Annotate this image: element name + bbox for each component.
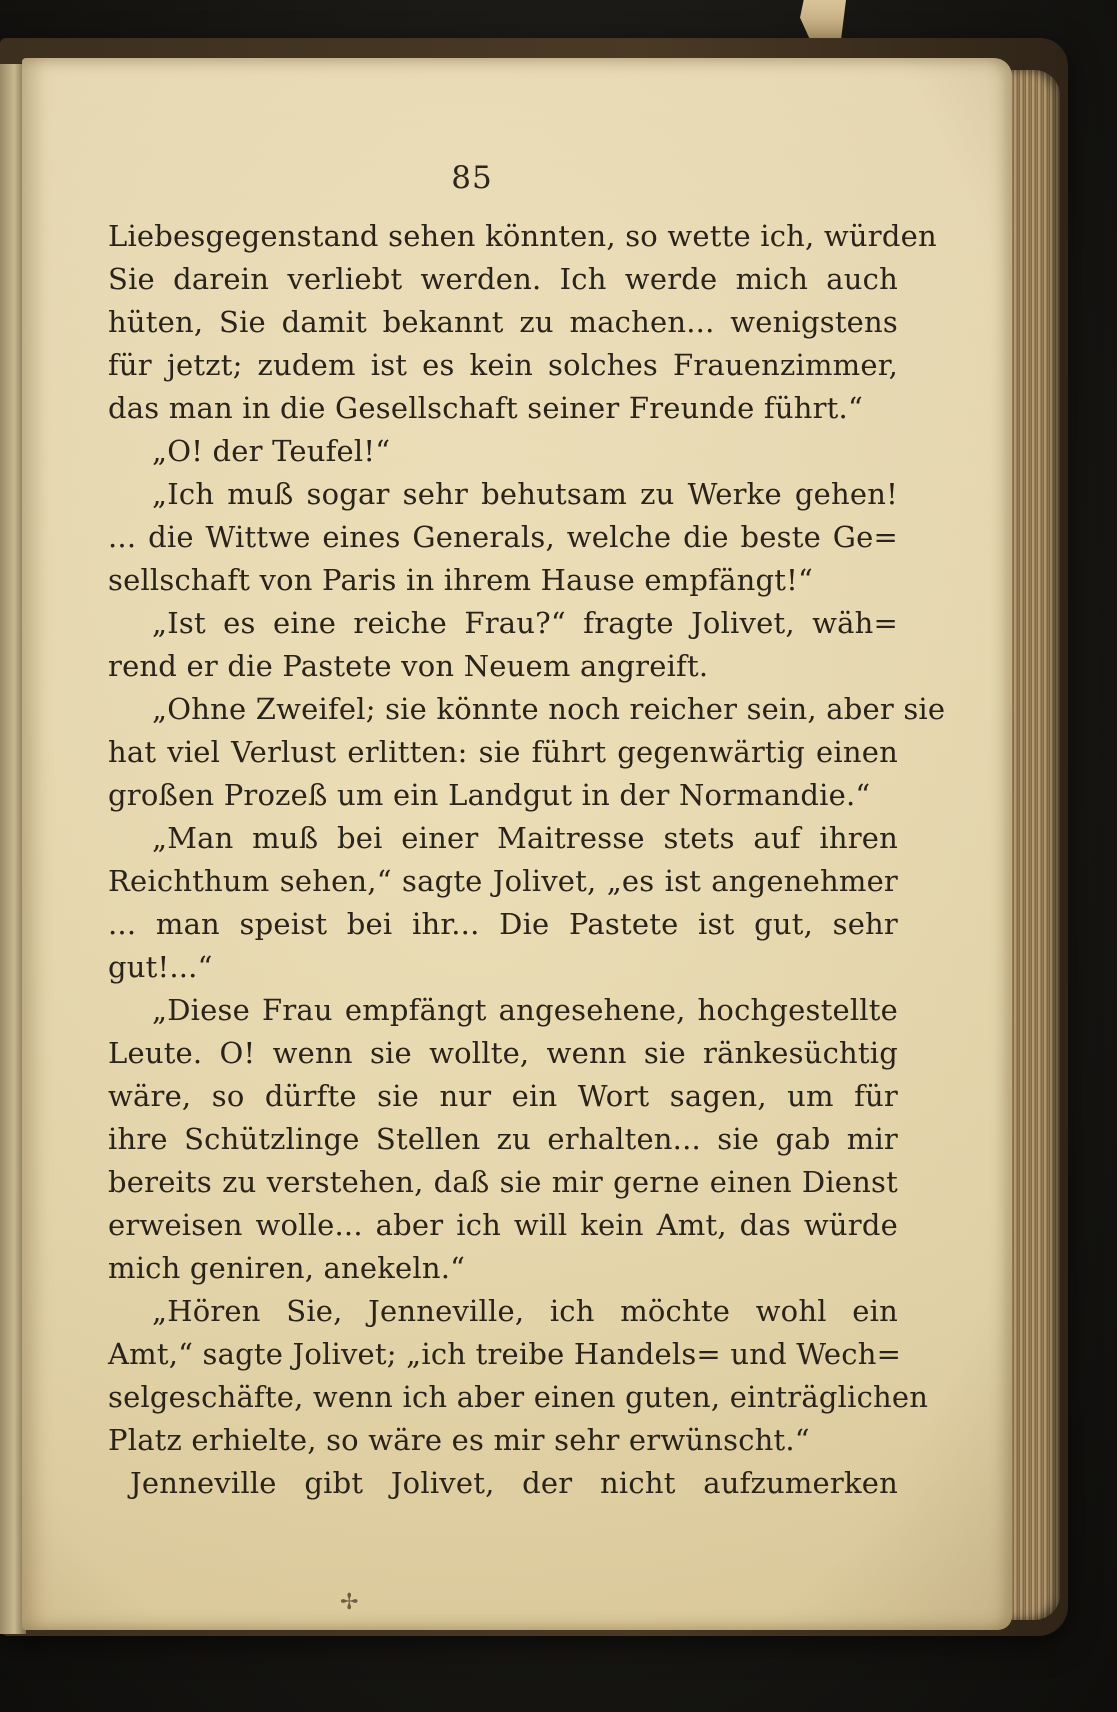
text-line: für jetzt; zudem ist es kein solches Frauenzimmer, (108, 348, 898, 382)
text-line: mich geniren, anekeln.“ (108, 1251, 466, 1285)
text-line: Sie darein verliebt werden. Ich werde mich auch (108, 262, 898, 296)
text-line: Liebesgegenstand sehen könnten, so wette ich, würden (108, 219, 937, 253)
text-line: ihre Schützlinge Stellen zu erhalten... sie gab mir (108, 1122, 898, 1156)
text-line: hüten, Sie damit bekannt zu machen... wenigstens (108, 305, 898, 339)
stray-ink-mark: ✢ (340, 1590, 359, 1615)
text-line: ... die Wittwe eines Generals, welche die beste Ge= (108, 520, 898, 554)
text-line: „Hören Sie, Jenneville, ich möchte wohl ein (152, 1294, 898, 1328)
text-line: „Ohne Zweifel; sie könnte noch reicher sein, aber sie (152, 692, 946, 726)
text-line: erweisen wolle... aber ich will kein Amt, das würde (108, 1208, 898, 1242)
text-line: Amt,“ sagte Jolivet; „ich treibe Handels= und Wech= (108, 1337, 902, 1371)
book-page (22, 58, 1012, 1630)
text-line: hat viel Verlust erlitten: sie führt gegenwärtig einen (108, 735, 898, 769)
text-line: ... man speist bei ihr... Die Pastete ist gut, sehr (108, 907, 898, 941)
text-line: „Ist es eine reiche Frau?“ fragte Jolivet, wäh= (152, 606, 898, 640)
text-line: Leute. O! wenn sie wollte, wenn sie ränkesüchtig (108, 1036, 898, 1070)
text-line: wäre, so dürfte sie nur ein Wort sagen, um für (108, 1079, 898, 1113)
page-number: 85 (451, 160, 493, 196)
text-line: Jenneville gibt Jolivet, der nicht aufzumerken (130, 1466, 898, 1500)
text-line: Platz erhielte, so wäre es mir sehr erwünscht.“ (108, 1423, 810, 1457)
text-line: großen Prozeß um ein Landgut in der Normandie.“ (108, 778, 871, 812)
text-line: bereits zu verstehen, daß sie mir gerne einen Dienst (108, 1165, 898, 1199)
text-line: „Ich muß sogar sehr behutsam zu Werke gehen! (152, 477, 898, 511)
text-line: das man in die Gesellschaft seiner Freunde führt.“ (108, 391, 863, 425)
text-line: gut!...“ (108, 950, 213, 984)
text-line: „Man muß bei einer Maitresse stets auf ihren (152, 821, 898, 855)
text-line: rend er die Pastete von Neuem angreift. (108, 649, 709, 683)
text-line: sellschaft von Paris in ihrem Hause empfängt!“ (108, 563, 813, 597)
text-line: selgeschäfte, wenn ich aber einen guten, einträglichen (108, 1380, 929, 1414)
text-line: „Diese Frau empfängt angesehene, hochgestellte (152, 993, 898, 1027)
body-text (108, 215, 946, 1505)
text-line: Reichthum sehen,“ sagte Jolivet, „es ist angenehmer (108, 864, 898, 898)
text-line: „O! der Teufel!“ (152, 434, 391, 468)
